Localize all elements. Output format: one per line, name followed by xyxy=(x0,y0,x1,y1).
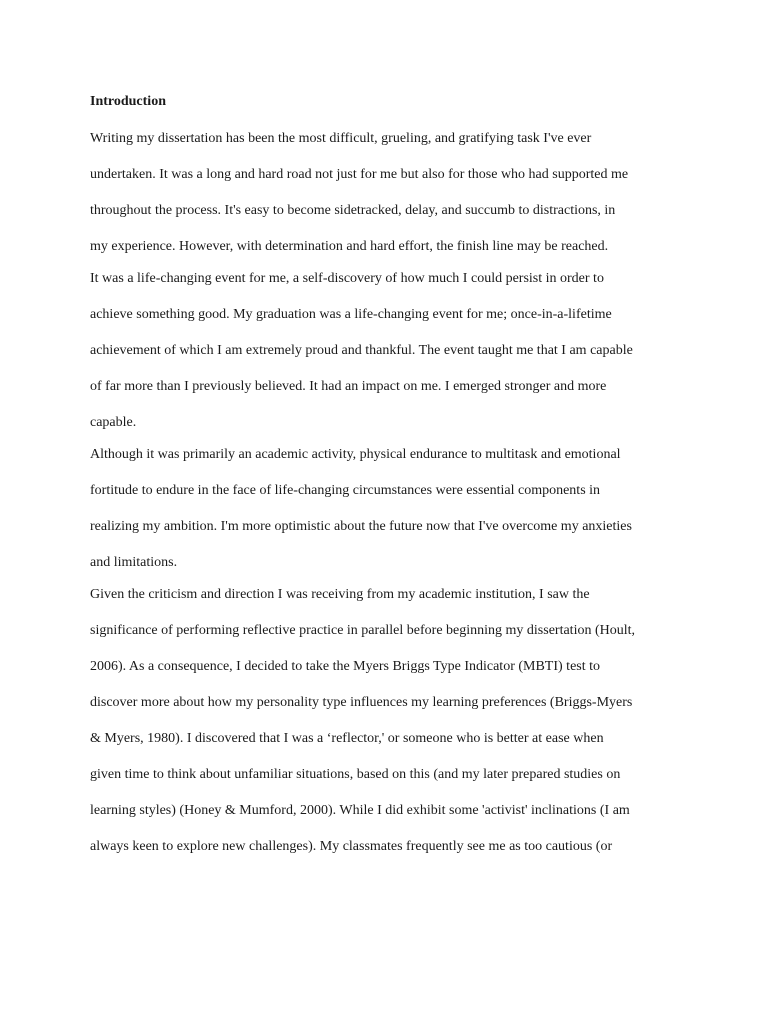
section-heading: Introduction xyxy=(90,94,166,109)
text-line: 2006). As a consequence, I decided to take the Myers Briggs Type Indicator (MBTI) test to xyxy=(90,659,601,674)
text-line: achieve something good. My graduation was a life-changing event for me; once-in-a-lifetime xyxy=(90,307,612,322)
text-line: always keen to explore new challenges). My classmates frequently see me as too cautious (or xyxy=(90,839,613,854)
text-line: given time to think about unfamiliar situations, based on this (and my later prepared studies on xyxy=(90,767,621,782)
text-line: and limitations. xyxy=(90,555,178,570)
paragraph-4 xyxy=(90,585,690,859)
text-line: capable. xyxy=(90,415,137,430)
text-line: discover more about how my personality type influences my learning preferences (Briggs-Myers xyxy=(90,695,633,710)
text-line: Although it was primarily an academic activity, physical endurance to multitask and emotional xyxy=(90,447,621,462)
paragraph-2 xyxy=(90,269,690,435)
text-line: Writing my dissertation has been the most difficult, grueling, and gratifying task I've ever xyxy=(90,131,592,146)
text-line: significance of performing reflective practice in parallel before beginning my dissertation (Hoult, xyxy=(90,623,636,638)
document-page xyxy=(90,92,690,869)
paragraph-3 xyxy=(90,445,690,575)
text-line: throughout the process. It's easy to become sidetracked, delay, and succumb to distractions, in xyxy=(90,203,616,218)
text-line: my experience. However, with determination and hard effort, the finish line may be reached. xyxy=(90,239,609,254)
text-line: learning styles) (Honey & Mumford, 2000). While I did exhibit some 'activist' inclinations (I am xyxy=(90,803,630,818)
text-line: fortitude to endure in the face of life-changing circumstances were essential components in xyxy=(90,483,601,498)
text-line: achievement of which I am extremely proud and thankful. The event taught me that I am capable xyxy=(90,343,633,358)
text-line: & Myers, 1980). I discovered that I was a ‘reflector,' or someone who is better at ease when xyxy=(90,731,604,746)
text-line: It was a life-changing event for me, a self-discovery of how much I could persist in order to xyxy=(90,271,604,286)
text-line: Given the criticism and direction I was receiving from my academic institution, I saw the xyxy=(90,587,590,602)
text-line: realizing my ambition. I'm more optimistic about the future now that I've overcome my anxieties xyxy=(90,519,632,534)
paragraph-1 xyxy=(90,129,690,259)
text-line: undertaken. It was a long and hard road not just for me but also for those who had supported me xyxy=(90,167,629,182)
text-line: of far more than I previously believed. It had an impact on me. I emerged stronger and more xyxy=(90,379,607,394)
